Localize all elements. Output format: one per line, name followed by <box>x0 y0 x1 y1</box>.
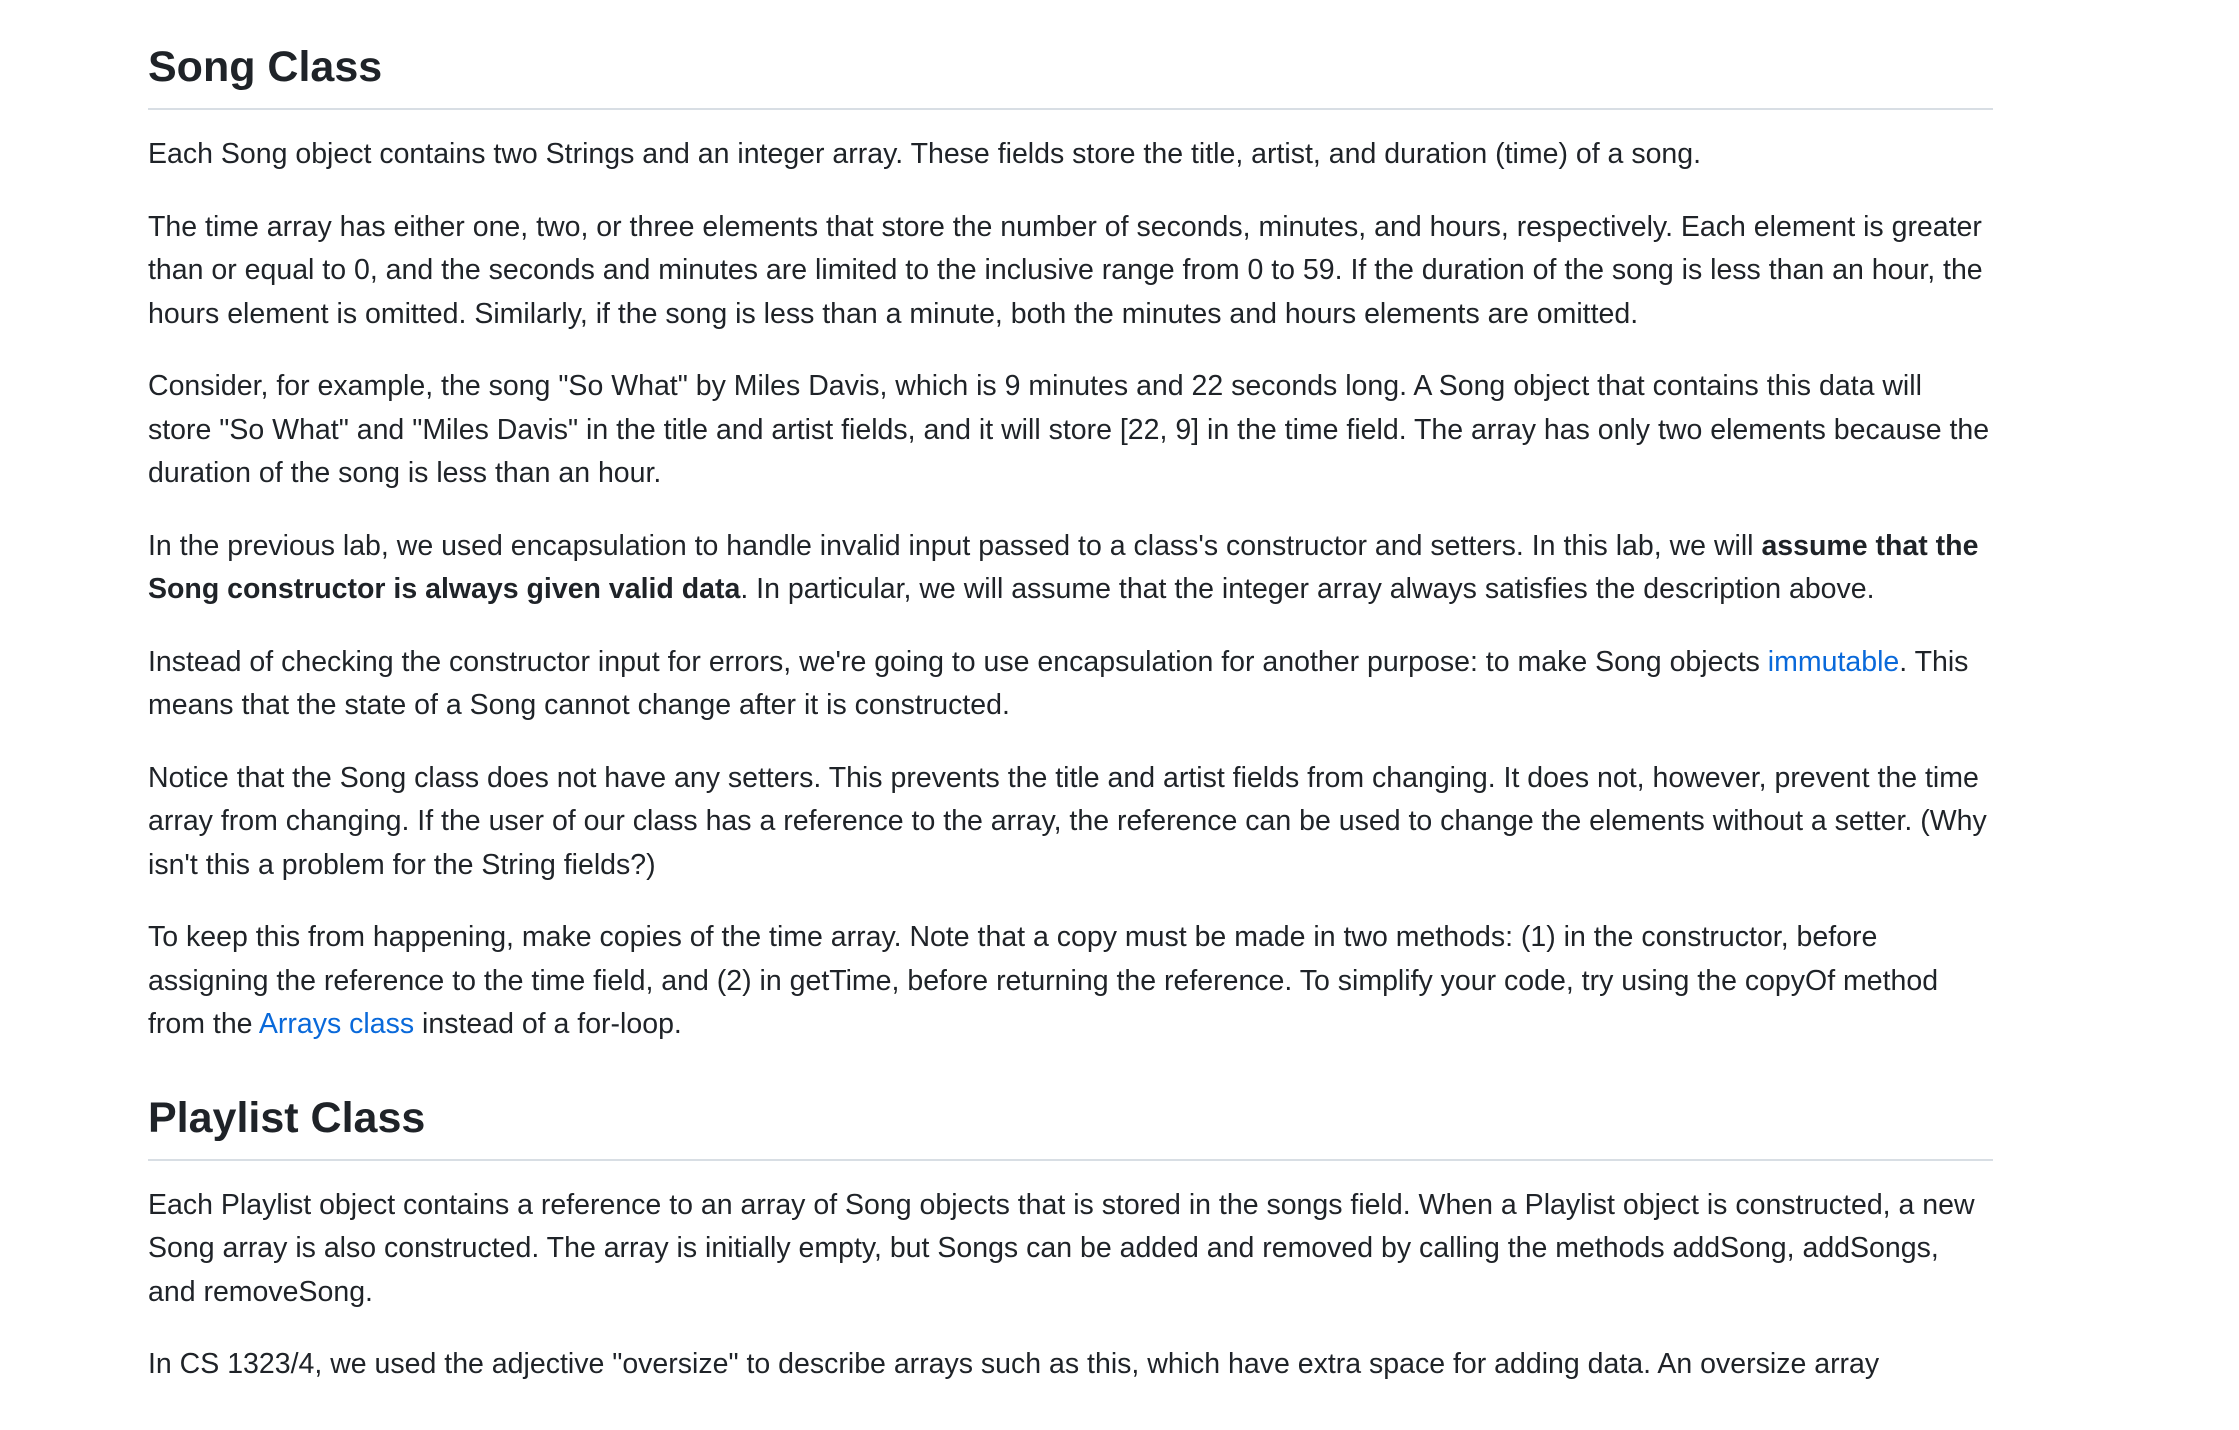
arrays-class-link[interactable]: Arrays class <box>258 1008 415 1040</box>
playlist-paragraph-1: Each Playlist object contains a reference to an array of Song objects that is stored in the songs field. When a Playlist object is constructed, a new Song array is also constructed. The array is initially empty, but Songs can be added and removed by calling the methods addSong, addSongs, and removeSong. <box>148 1188 1975 1308</box>
playlist-paragraph-2: In CS 1323/4, we used the adjective "oversize" to describe arrays such as this, which have extra space for adding data. An oversize array <box>148 1348 1880 1380</box>
song-paragraph-4-bold: assume that the Song constructor is always given valid data <box>148 529 1979 605</box>
song-paragraph-5-text-b: . This means that the state of a Song cannot change after it is constructed. <box>148 645 1969 721</box>
song-paragraph-7 <box>148 916 1993 1047</box>
playlist-class-heading: Playlist Class <box>148 1091 1993 1161</box>
song-paragraph-7-text-a: To keep this from happening, make copies of the time array. Note that a copy must be made in two methods: (1) in the constructor, before assigning the reference to the time field, and (2) in getTime, before returning the reference. To simplify your code, try using the copyOf method from the <box>148 921 1939 1040</box>
song-paragraph-4 <box>148 525 1993 612</box>
song-paragraph-7-text-b: instead of a for-loop. <box>414 1008 682 1040</box>
immutable-link[interactable]: immutable <box>1767 645 1900 678</box>
song-paragraph-6: Notice that the Song class does not have any setters. This prevents the title and artist fields from changing. It does not, however, prevent the time array from changing. If the user of our class has a reference to the array, the reference can be used to change the elements without a setter. (Why isn't this a problem for the String fields?) <box>148 761 1987 881</box>
song-paragraph-5 <box>148 641 1993 728</box>
document-body <box>148 0 1993 1387</box>
song-paragraph-4-text-b: . In particular, we will assume that the integer array always satisfies the description above. <box>740 573 1875 605</box>
song-paragraph-3: Consider, for example, the song "So What" by Miles Davis, which is 9 minutes and 22 seconds long. A Song object that contains this data will store "So What" and "Miles Davis" in the title and artist fields, and it will store [22, 9] in the time field. The array has only two elements because the duration of the song is less than an hour. <box>148 370 1990 489</box>
song-paragraph-2: The time array has either one, two, or three elements that store the number of seconds, minutes, and hours, respectively. Each element is greater than or equal to 0, and the seconds and minutes are limited to the inclusive range from 0 to 59. If the duration of the song is less than an hour, the hours element is omitted. Similarly, if the song is less than a minute, both the minutes and hours elements are omitted. <box>148 210 1983 330</box>
song-paragraph-5-text-a: Instead of checking the constructor input for errors, we're going to use encapsulation for another purpose: to make Song objects <box>148 645 1768 678</box>
song-paragraph-1: Each Song object contains two Strings and an integer array. These fields store the title, artist, and duration (time) of a song. <box>148 138 1702 170</box>
song-paragraph-4-text-a: In the previous lab, we used encapsulation to handle invalid input passed to a class's constructor and setters. In this lab, we will <box>148 529 1762 562</box>
song-class-heading: Song Class <box>148 40 1993 110</box>
